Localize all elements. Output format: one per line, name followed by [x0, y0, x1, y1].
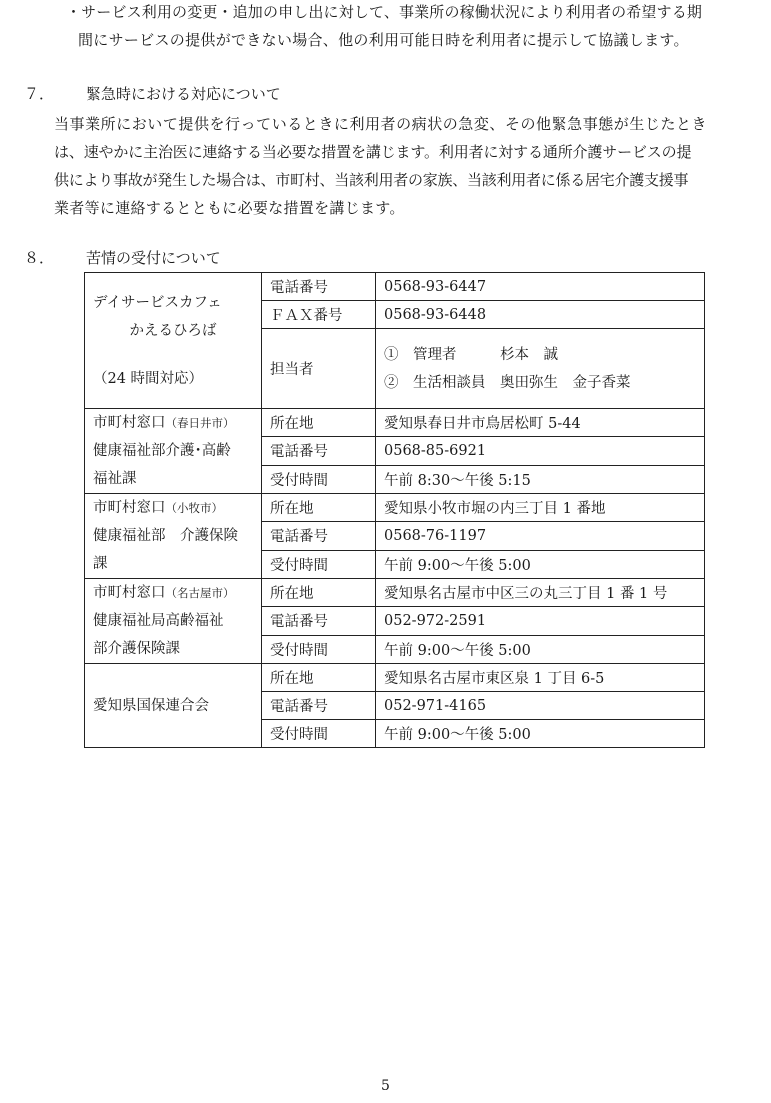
org-name: 市町村窓口 [93, 500, 166, 516]
kokuho-org-cell [85, 664, 262, 748]
kokuho-address: 愛知県名古屋市東区泉 1 丁目 6-5 [376, 664, 705, 692]
phone-label: 電話番号 [262, 522, 376, 550]
table-row [85, 273, 705, 301]
komaki-address: 愛知県小牧市堀の内三丁目 1 番地 [376, 494, 705, 522]
komaki-phone: 0568-76-1197 [376, 522, 705, 550]
section-7-body-line: 業者等に連絡するとともに必要な措置を講じます。 [54, 199, 405, 217]
phone-label: 電話番号 [262, 437, 376, 465]
org-department: 健康福祉部 介護保険 [93, 528, 238, 544]
org-department: 健康福祉局高齢福祉 [93, 613, 224, 629]
phone-label: 電話番号 [262, 607, 376, 635]
page-number: 5 [381, 1078, 390, 1094]
komaki-org-cell [85, 494, 262, 579]
kokuho-hours: 午前 9:00～午後 5:00 [376, 720, 705, 748]
section-7-body-line: 当事業所において提供を行っているときに利用者の病状の急変、その他緊急事態が生じたとき [54, 115, 708, 133]
intro-line-2: 間にサービスの提供ができない場合、他の利用可能日時を利用者に提示して協議します。 [78, 31, 689, 49]
kasugai-org-cell [85, 409, 262, 494]
table-row [85, 409, 705, 437]
facility-phone: 0568-93-6447 [376, 273, 705, 301]
table-row [85, 579, 705, 607]
section-7-body-line: は、速やかに主治医に連絡する当必要な措置を講じます。利用者に対する通所介護サービスの提 [54, 143, 692, 161]
section-7-body-line: 供により事故が発生した場合は、市町村、当該利用者の家族、当該利用者に係る居宅介護支援事 [54, 171, 689, 189]
staff-line-2: ② 生活相談員 奥田弥生 金子香菜 [384, 374, 631, 391]
section-8-number: ８． [24, 249, 55, 267]
section-8-title: 苦情の受付について [86, 249, 221, 267]
kasugai-address: 愛知県春日井市鳥居松町 5-44 [376, 409, 705, 437]
org-name: 市町村窓口 [93, 585, 166, 601]
nagoya-hours: 午前 9:00～午後 5:00 [376, 635, 705, 663]
staff-line-1: ① 管理者 杉本 誠 [384, 346, 558, 363]
section-7-number: ７． [24, 85, 55, 103]
org-name: 市町村窓口 [93, 415, 166, 431]
kasugai-phone: 0568-85-6921 [376, 437, 705, 465]
kasugai-hours: 午前 8:30～午後 5:15 [376, 465, 705, 493]
org-department-cont: 課 [93, 556, 108, 572]
fax-label: ＦＡＸ番号 [262, 301, 376, 329]
address-label: 所在地 [262, 494, 376, 522]
complaint-contact-table [84, 272, 705, 748]
org-department: 健康福祉部介護･高齢 [93, 443, 231, 459]
address-label: 所在地 [262, 409, 376, 437]
facility-name-cell [85, 273, 262, 409]
phone-label: 電話番号 [262, 692, 376, 720]
section-7-title: 緊急時における対応について [86, 85, 281, 103]
hours-label: 受付時間 [262, 465, 376, 493]
org-name: 愛知県国保連合会 [93, 697, 209, 714]
facility-fax: 0568-93-6448 [376, 301, 705, 329]
komaki-hours: 午前 9:00～午後 5:00 [376, 550, 705, 578]
facility-hours-note: （24 時間対応） [93, 370, 204, 387]
staff-label: 担当者 [262, 329, 376, 409]
phone-label: 電話番号 [262, 273, 376, 301]
facility-name-line-1: デイサービスカフェ [93, 294, 222, 311]
org-city: （名古屋市） [165, 586, 235, 600]
address-label: 所在地 [262, 579, 376, 607]
kokuho-phone: 052-971-4165 [376, 692, 705, 720]
nagoya-org-cell [85, 579, 262, 664]
org-city: （小牧市） [165, 501, 223, 515]
hours-label: 受付時間 [262, 635, 376, 663]
nagoya-phone: 052-972-2591 [376, 607, 705, 635]
intro-line-1: ・サービス利用の変更・追加の申し出に対して、事業所の稼働状況により利用者の希望する期 [66, 3, 703, 21]
hours-label: 受付時間 [262, 720, 376, 748]
table-row [85, 494, 705, 522]
facility-name-line-2: かえるひろば [129, 322, 217, 339]
hours-label: 受付時間 [262, 550, 376, 578]
nagoya-address: 愛知県名古屋市中区三の丸三丁目 1 番 1 号 [376, 579, 705, 607]
address-label: 所在地 [262, 664, 376, 692]
org-city: （春日井市） [165, 416, 235, 430]
org-department-cont: 部介護保険課 [93, 641, 180, 657]
org-department-cont: 福祉課 [93, 471, 137, 487]
table-row [85, 664, 705, 692]
staff-cell [376, 329, 705, 409]
